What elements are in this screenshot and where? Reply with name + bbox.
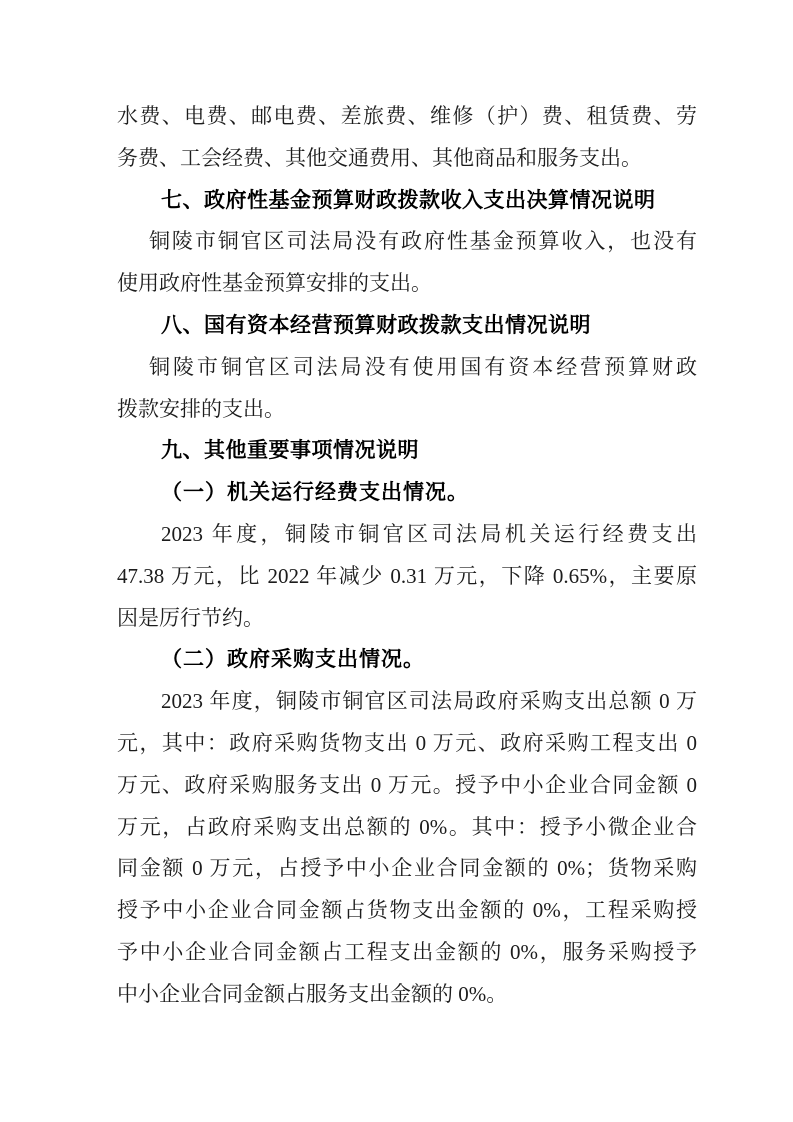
- body-text-line: 47.38 万元，比 2022 年减少 0.31 万元，下降 0.65%，主要原: [117, 563, 697, 588]
- subsection-heading-line: （一）机关运行经费支出情况。: [161, 480, 469, 505]
- body-text-line: 授予中小企业合同金额占货物支出金额的 0%，工程采购授: [117, 898, 697, 923]
- body-text-line: 2023 年度，铜陵市铜官区司法局政府采购支出总额 0 万: [161, 689, 697, 714]
- body-text-line: 万元、政府采购服务支出 0 万元。授予中小企业合同金额 0: [117, 772, 697, 797]
- body-text-line: 中小企业合同金额占服务支出金额的 0%。: [117, 981, 508, 1006]
- section-heading-line: 八、国有资本经营预算财政拨款支出情况说明: [161, 312, 591, 337]
- body-text-line: 水费、电费、邮电费、差旅费、维修（护）费、租赁费、劳: [117, 104, 697, 128]
- body-text-line: 万元，占政府采购支出总额的 0%。其中：授予小微企业合: [117, 814, 697, 839]
- document-content: [117, 96, 697, 1016]
- subsection-heading-line: （二）政府采购支出情况。: [161, 647, 425, 672]
- body-text-line: 铜陵市铜官区司法局没有政府性基金预算收入，也没有: [149, 229, 697, 254]
- body-text-line: 因是厉行节约。: [117, 605, 264, 630]
- section-heading-line: 九、其他重要事项情况说明: [161, 438, 419, 463]
- body-text-line: 使用政府性基金预算安排的支出。: [117, 271, 432, 296]
- body-text-line: 铜陵市铜官区司法局没有使用国有资本经营预算财政: [149, 354, 697, 379]
- section-heading-line: 七、政府性基金预算财政拨款收入支出决算情况说明: [161, 187, 656, 212]
- body-text-line: 拨款安排的支出。: [117, 396, 285, 421]
- body-text-line: 元，其中：政府采购货物支出 0 万元、政府采购工程支出 0: [117, 730, 697, 755]
- body-text-line: 务费、工会经费、其他交通费用、其他商品和服务支出。: [117, 145, 642, 170]
- body-text-line: 同金额 0 万元，占授予中小企业合同金额的 0%；货物采购: [117, 856, 697, 881]
- body-text-line: 予中小企业合同金额占工程支出金额的 0%，服务采购授予: [117, 939, 697, 964]
- body-text-line: 2023 年度，铜陵市铜官区司法局机关运行经费支出: [161, 521, 697, 546]
